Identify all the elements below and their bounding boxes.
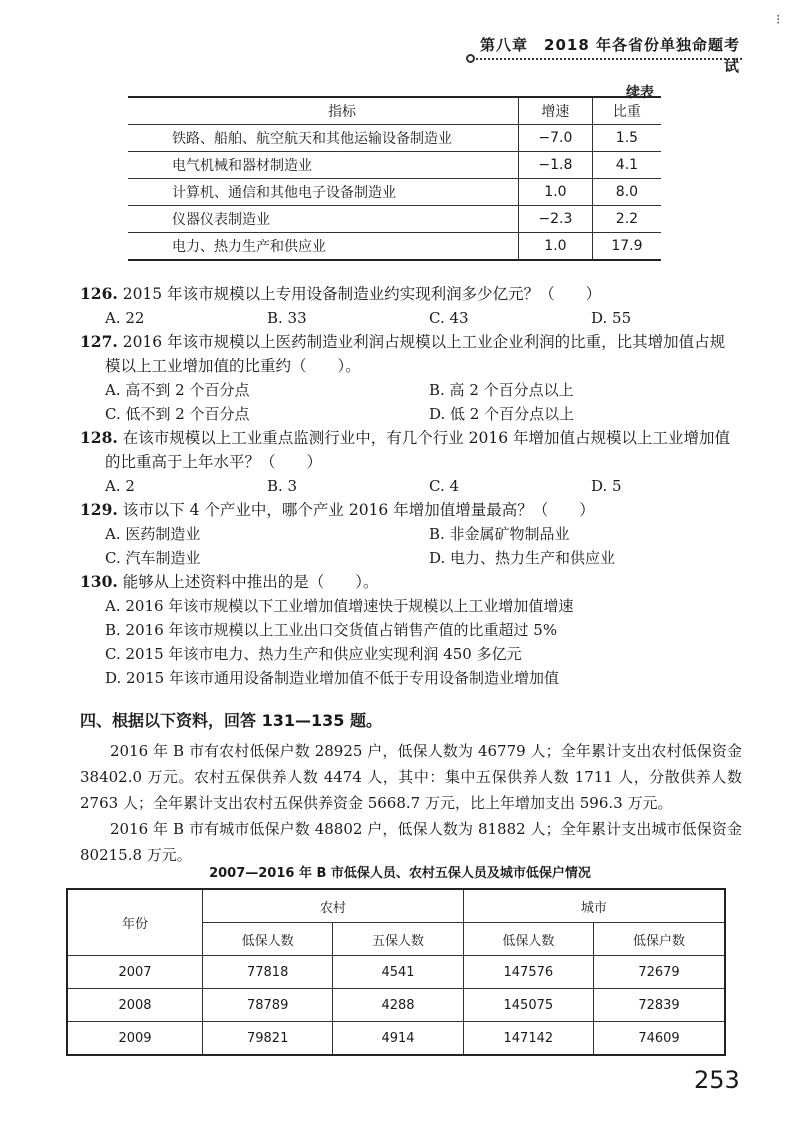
question-130 — [80, 570, 760, 594]
cell-value: 74609 — [593, 1022, 725, 1056]
table-row — [128, 179, 661, 206]
option-b[interactable]: B. 高 2 个百分点以上 — [429, 381, 574, 399]
question-127-options — [105, 378, 765, 426]
question-text: 能够从上述资料中推出的是（ ）。 — [122, 573, 379, 591]
cell-value: 77818 — [203, 956, 333, 989]
cell-value: 4541 — [333, 956, 463, 989]
row-indicator: 电力、热力生产和供应业 — [128, 233, 519, 261]
cell-value: 4288 — [333, 989, 463, 1022]
question-text: 2015 年该市规模以上专用设备制造业约实现利润多少亿元？（ ） — [122, 285, 602, 303]
question-129 — [80, 498, 760, 522]
question-129-options — [105, 522, 765, 570]
question-126-options — [105, 306, 765, 330]
option-c[interactable]: C. 2015 年该市电力、热力生产和供应业实现利润 450 多亿元 — [105, 645, 522, 663]
section-title: 四、根据以下资料，回答 131—135 题。 — [80, 711, 382, 730]
cell-value: 79821 — [203, 1022, 333, 1056]
option-b[interactable]: B. 33 — [267, 309, 307, 327]
question-126 — [80, 282, 760, 306]
cell-value: 147142 — [463, 1022, 593, 1056]
row-growth: −7.0 — [519, 125, 593, 152]
option-c[interactable]: C. 汽车制造业 — [105, 549, 201, 567]
header-urban-households: 低保户数 — [593, 923, 725, 956]
question-127 — [80, 330, 760, 378]
option-a[interactable]: A. 高不到 2 个百分点 — [105, 381, 250, 399]
header-divider — [472, 58, 742, 60]
cell-year: 2008 — [67, 989, 203, 1022]
question-number: 130. — [80, 572, 118, 591]
option-c[interactable]: C. 43 — [429, 309, 469, 327]
row-share: 4.1 — [592, 152, 661, 179]
table-row — [128, 206, 661, 233]
question-number: 128. — [80, 428, 118, 447]
cell-value: 4914 — [333, 1022, 463, 1056]
table-row — [67, 1022, 725, 1056]
low-income-table — [66, 888, 726, 1056]
option-d[interactable]: D. 电力、热力生产和供应业 — [429, 549, 616, 567]
option-d[interactable]: D. 55 — [591, 309, 632, 327]
question-128 — [80, 426, 760, 474]
page-edge-mark: ⁝ — [776, 12, 781, 28]
question-130-options — [105, 594, 765, 690]
option-a[interactable]: A. 2 — [105, 477, 135, 495]
option-b[interactable]: B. 2016 年该市规模以上工业出口交货值占销售产值的比重超过 5% — [105, 621, 558, 639]
question-text-continued: 的比重高于上年水平？（ ） — [105, 453, 323, 471]
table-row — [128, 152, 661, 179]
header-bullet-icon — [466, 54, 475, 63]
cell-value: 72679 — [593, 956, 725, 989]
option-c[interactable]: C. 4 — [429, 477, 460, 495]
table-row — [67, 956, 725, 989]
row-growth: −1.8 — [519, 152, 593, 179]
row-growth: −2.3 — [519, 206, 593, 233]
row-indicator: 电气机械和器材制造业 — [128, 152, 519, 179]
table-row — [128, 233, 661, 261]
row-indicator: 铁路、船舶、航空航天和其他运输设备制造业 — [128, 125, 519, 152]
option-a[interactable]: A. 2016 年该市规模以下工业增加值增速快于规模以上工业增加值增速 — [105, 597, 574, 615]
header-indicator: 指标 — [128, 97, 519, 125]
table-row — [128, 125, 661, 152]
cell-year: 2007 — [67, 956, 203, 989]
question-128-options — [105, 474, 765, 498]
header-rural-five-guarantee: 五保人数 — [333, 923, 463, 956]
option-a[interactable]: A. 22 — [105, 309, 145, 327]
option-d[interactable]: D. 低 2 个百分点以上 — [429, 405, 575, 423]
row-share: 1.5 — [592, 125, 661, 152]
table-group-header-row — [67, 889, 725, 923]
cell-value: 72839 — [593, 989, 725, 1022]
question-number: 127. — [80, 332, 118, 351]
row-indicator: 仪器仪表制造业 — [128, 206, 519, 233]
header-urban: 城市 — [463, 889, 725, 923]
option-b[interactable]: B. 非金属矿物制品业 — [429, 525, 570, 543]
table2-title: 2007—2016 年 B 市低保人员、农村五保人员及城市低保户情况 — [209, 866, 591, 881]
row-growth: 1.0 — [519, 233, 593, 261]
option-a[interactable]: A. 医药制造业 — [105, 525, 201, 543]
question-number: 129. — [80, 500, 118, 519]
page-number: 253 — [694, 1066, 740, 1094]
question-text-continued: 模以上工业增加值的比重约（ ）。 — [105, 357, 361, 375]
option-d[interactable]: D. 2015 年该市通用设备制造业增加值不低于专用设备制造业增加值 — [105, 669, 559, 687]
table-header-row — [128, 97, 661, 125]
table-continued-label: 续表 — [626, 85, 654, 101]
table-row — [67, 989, 725, 1022]
cell-value: 147576 — [463, 956, 593, 989]
option-c[interactable]: C. 低不到 2 个百分点 — [105, 405, 250, 423]
header-rural: 农村 — [203, 889, 464, 923]
cell-value: 78789 — [203, 989, 333, 1022]
cell-year: 2009 — [67, 1022, 203, 1056]
question-text: 该市以下 4 个产业中，哪个产业 2016 年增加值增量最高？（ ） — [122, 501, 595, 519]
row-share: 2.2 — [592, 206, 661, 233]
material-paragraph-2: 2016 年 B 市有城市低保户数 48802 户，低保人数为 81882 人；全年累计支出城市低保资金 80215.8 万元。 — [80, 820, 742, 864]
header-year: 年份 — [67, 889, 203, 956]
question-number: 126. — [80, 284, 118, 303]
row-share: 8.0 — [592, 179, 661, 206]
option-b[interactable]: B. 3 — [267, 477, 298, 495]
header-growth: 增速 — [519, 97, 593, 125]
cell-value: 145075 — [463, 989, 593, 1022]
row-share: 17.9 — [592, 233, 661, 261]
header-urban-low-income: 低保人数 — [463, 923, 593, 956]
question-text: 2016 年该市规模以上医药制造业利润占规模以上工业企业利润的比重，比其增加值占规 — [122, 333, 726, 351]
chapter-header: 第八章 2018 年各省份单独命题考试 — [480, 36, 740, 75]
material-paragraph-1: 2016 年 B 市有农村低保户数 28925 户，低保人数为 46779 人；全年累计支出农村低保资金 38402.0 万元。农村五保供养人数 4474 人，其中：集中五保供养人数 1711 人，分散供养人数 2763 人；全年累计支出农村五保供养资金 5668.7 万元，比上年增加支出 596.3 万元。 — [80, 742, 742, 812]
row-growth: 1.0 — [519, 179, 593, 206]
question-text: 在该市规模以上工业重点监测行业中，有几个行业 2016 年增加值占规模以上工业增加值 — [122, 429, 731, 447]
option-d[interactable]: D. 5 — [591, 477, 622, 495]
header-share: 比重 — [592, 97, 661, 125]
industry-growth-table — [128, 96, 661, 261]
header-rural-low-income: 低保人数 — [203, 923, 333, 956]
row-indicator: 计算机、通信和其他电子设备制造业 — [128, 179, 519, 206]
